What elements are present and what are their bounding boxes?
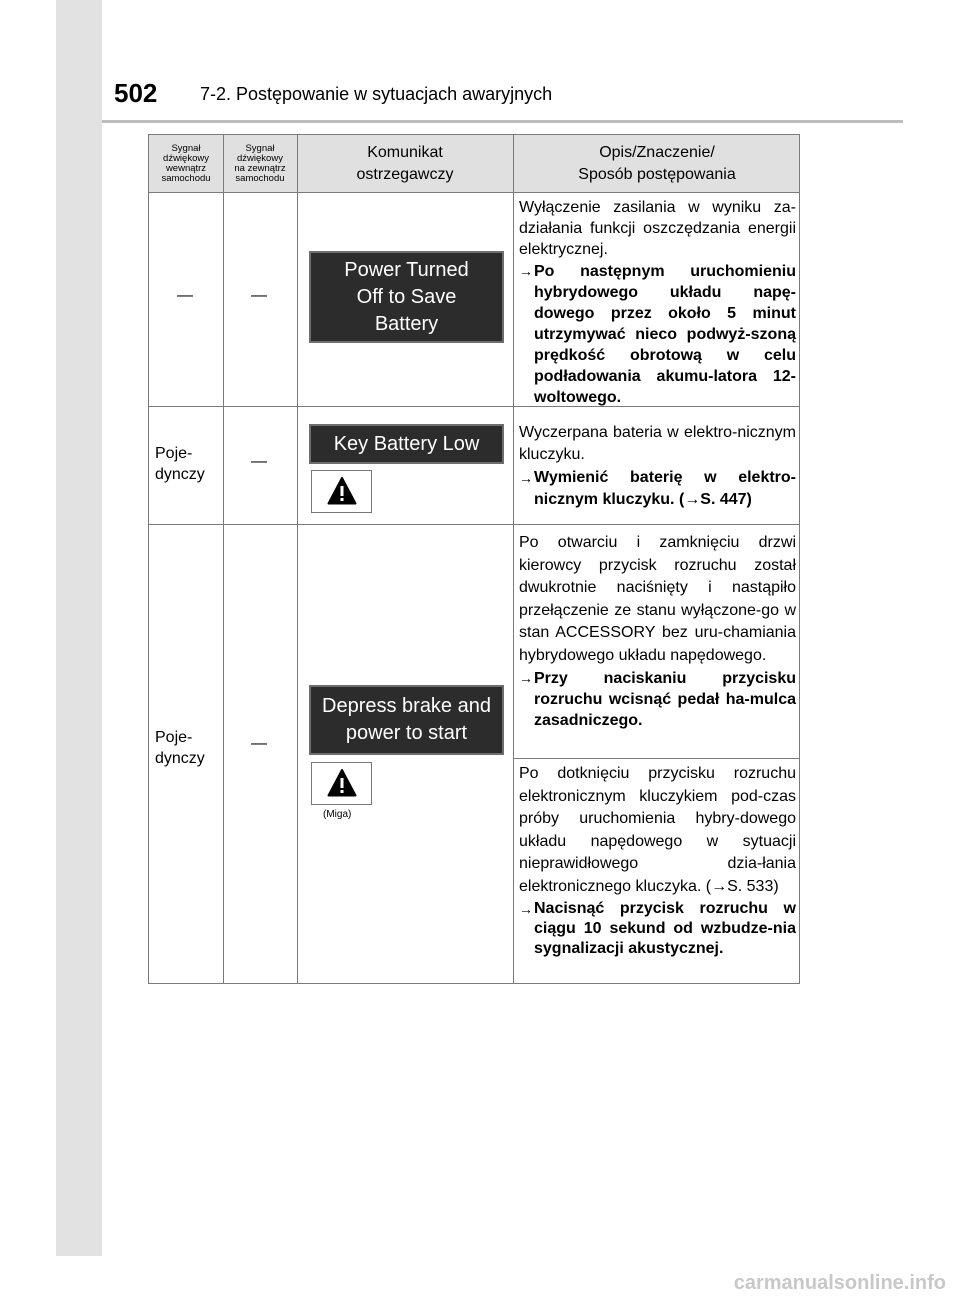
header-text: ostrzegawczy [356,165,454,183]
header-text: Sygnał [245,142,275,154]
header-text: Opis/Znaczenie/ [599,143,715,161]
arrow-icon: → [519,470,533,486]
display-text: Power Turned [344,258,469,281]
arrow-icon: → [519,263,533,279]
header-text: dźwiękowy [163,152,209,164]
page-reference: S. 533) [727,877,779,895]
column-header-outer-signal [223,135,297,192]
arrow-icon: → [519,901,533,917]
action-text: Przy naciskaniu przycisku rozruchu wcisnąć pedał ha-mulca zasadniczego. [534,670,796,729]
header-text: samochodu [161,172,211,184]
display-text: Off to Save [356,285,457,308]
column-divider [513,135,514,983]
header-text: Komunikat [367,143,443,161]
warning-triangle-icon [311,762,372,805]
header-text: Sygnał [171,142,201,154]
outer-signal-value: — [251,453,267,470]
description-text: Wyłączenie zasilania w wyniku za-działania funkcji oszczędzania energii elektrycznej. [519,199,796,258]
display-message-key-battery: Key Battery Low [309,424,504,464]
page-number: 502 [114,78,158,108]
section-title: 7-2. Postępowanie w sytuacjach awaryjnych [200,84,553,104]
action-text-part: Wymienić baterię w elektro-nicznym kluczyku. ( [534,469,796,508]
display-text: Battery [374,312,439,335]
action-item [519,467,796,511]
page-side-band [56,0,102,1256]
description-cell [519,422,796,511]
signal-text: dynczy [155,466,205,483]
column-divider [223,135,224,983]
inner-signal-value [155,727,205,769]
signal-text: Poje- [155,445,193,462]
description-text: Wyczerpana bateria w elektro-nicznym kluczyku. [519,424,796,463]
arrow-icon: → [519,670,533,686]
inner-signal-value: — [177,287,193,304]
description-text [519,763,796,898]
column-header-inner-signal [149,135,223,192]
footer-watermark: carmanualsonline.info [733,1272,946,1294]
action-item [519,668,796,731]
warning-table [148,134,800,984]
header-text: samochodu [235,172,285,184]
header-text: wewnątrz [165,162,207,174]
row-divider [149,524,799,525]
column-header-description [513,135,801,192]
description-cell [519,197,796,408]
row-divider [513,758,799,759]
page-header [102,70,903,123]
display-message-power-off [309,251,504,343]
column-header-message [297,135,513,192]
blink-label: (Miga) [323,809,352,820]
row-divider [149,192,799,193]
header-text: dźwiękowy [237,152,283,164]
outer-signal-value: — [251,735,267,752]
arrow-icon: → [711,877,728,895]
action-text [534,467,796,511]
arrow-icon: → [684,491,701,508]
action-text: Nacisnąć przycisk rozruchu w ciągu 10 sekund od wzbudze-nia sygnalizacji akustycznej. [534,900,796,957]
description-cell [519,763,796,959]
header-text: na zewnątrz [234,162,286,174]
action-item [519,261,796,408]
action-text: Po następnym uruchomieniu hybrydowego układu napę-dowego przez około 5 minut utrzymywać nieco podwyż-szoną prędkość obrotową w celu podładowania akumu-latora 12-woltowego. [534,263,796,406]
outer-signal-value: — [251,287,267,304]
description-cell [519,532,796,731]
page-reference: S. 447) [700,491,752,508]
display-message-depress-brake [309,685,504,755]
description-text: Po otwarciu i zamknięciu drzwi kierowcy przycisk rozruchu został dwukrotnie naciśnięty i nastąpiło przełączenie ze stanu wyłączone-go w stan ACCESSORY bez uru-chamiania hybrydowego układu napędowego. [519,534,796,664]
display-text: power to start [345,722,468,744]
column-divider [297,135,298,983]
action-item [519,899,796,959]
header-text: Sposób postępowania [578,165,736,183]
warning-triangle-icon [311,470,372,513]
display-text: Depress brake and [322,695,491,717]
description-text-part: Po dotknięciu przycisku rozruchu elektronicznym kluczykiem pod-czas próby uruchomienia hybry-dowego układu napędowego w sytuacji nieprawidłowego dzia-łania elektronicznego kluczyka. ( [519,765,796,895]
inner-signal-value [155,443,205,485]
signal-text: dynczy [155,750,205,767]
signal-text: Poje- [155,729,193,746]
